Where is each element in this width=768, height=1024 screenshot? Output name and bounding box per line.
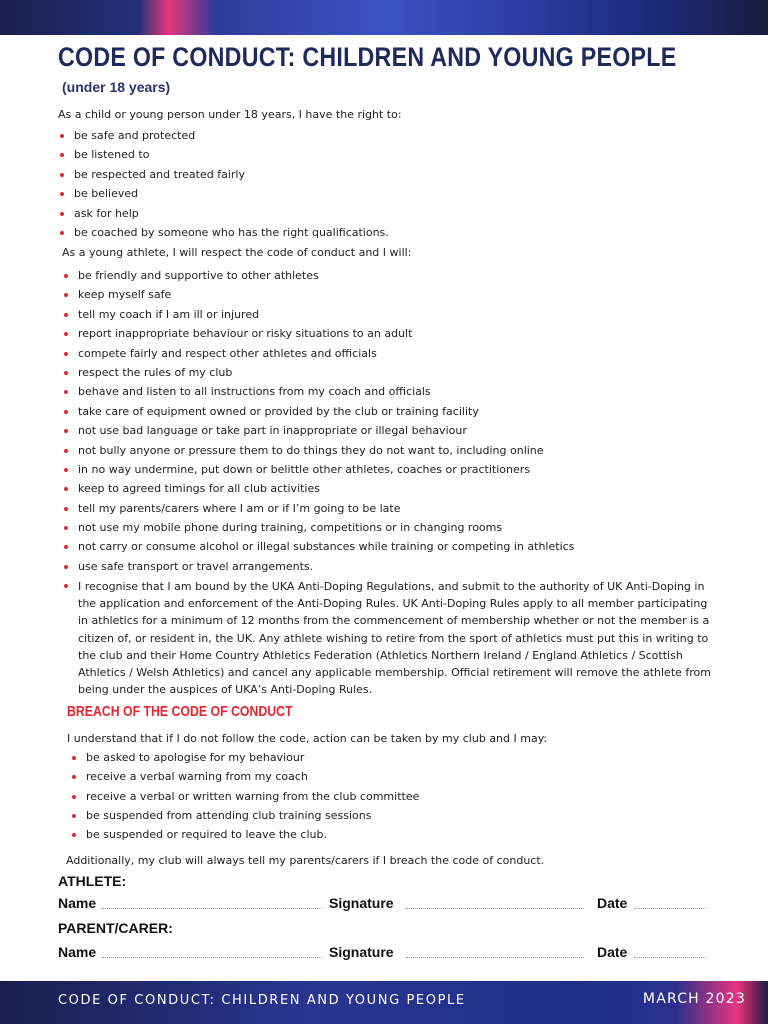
athlete-date-label: Date (597, 895, 628, 911)
athlete-signature-row (58, 895, 718, 915)
list-item: be listened to (58, 145, 389, 164)
footer-document-title: CODE OF CONDUCT: CHILDREN AND YOUNG PEOPLE (58, 993, 466, 1008)
list-item: keep myself safe (62, 285, 574, 304)
page-title: CODE OF CONDUCT: CHILDREN AND YOUNG PEOPLE (58, 42, 677, 72)
list-item: tell my coach if I am ill or injured (62, 305, 574, 324)
parent-carer-label: PARENT/CARER: (58, 920, 173, 936)
parent-name-field[interactable] (102, 957, 322, 958)
footer-date: MARCH 2023 (642, 991, 746, 1007)
athlete-signature-label: Signature (329, 895, 394, 911)
footer-banner (0, 981, 768, 1024)
breach-intro: I understand that if I do not follow the code, action can be taken by my club and I may: (67, 732, 548, 745)
breach-heading: BREACH OF THE CODE OF CONDUCT (67, 703, 293, 720)
parent-date-field[interactable] (634, 957, 706, 958)
list-item: keep to agreed timings for all club activities (62, 479, 574, 498)
top-banner (0, 0, 768, 35)
list-item: not carry or consume alcohol or illegal substances while training or competing in athletics (62, 537, 574, 556)
list-item: be suspended from attending club training sessions (70, 806, 419, 825)
list-item: be friendly and supportive to other athletes (62, 266, 574, 285)
parent-name-label: Name (58, 944, 97, 960)
list-item: tell my parents/carers where I am or if I’m going to be late (62, 499, 574, 518)
list-item: receive a verbal or written warning from the club committee (70, 787, 419, 806)
list-item: be suspended or required to leave the club. (70, 825, 419, 844)
list-item: be respected and treated fairly (58, 165, 389, 184)
breach-list (70, 748, 419, 844)
list-item: compete fairly and respect other athletes and officials (62, 344, 574, 363)
list-item: report inappropriate behaviour or risky situations to an adult (62, 324, 574, 343)
athlete-name-field[interactable] (102, 908, 322, 909)
rights-intro: As a child or young person under 18 years, I have the right to: (58, 108, 402, 121)
athlete-label: ATHLETE: (58, 873, 127, 889)
list-item: receive a verbal warning from my coach (70, 767, 419, 786)
athlete-date-field[interactable] (634, 908, 706, 909)
breach-closing: Additionally, my club will always tell my parents/carers if I breach the code of conduct. (66, 854, 545, 867)
page-subtitle: (under 18 years) (62, 79, 171, 95)
list-item: take care of equipment owned or provided by the club or training facility (62, 402, 574, 421)
parent-signature-field[interactable] (406, 957, 584, 958)
list-item: not use my mobile phone during training, competitions or in changing rooms (62, 518, 574, 537)
athlete-signature-field[interactable] (406, 908, 584, 909)
list-item: behave and listen to all instructions from my coach and officials (62, 382, 574, 401)
athlete-name-label: Name (58, 895, 97, 911)
list-item: not bully anyone or pressure them to do things they do not want to, including online (62, 441, 574, 460)
parent-signature-row (58, 944, 718, 964)
list-item: be believed (58, 184, 389, 203)
parent-signature-label: Signature (329, 944, 394, 960)
list-item: in no way undermine, put down or belittle other athletes, coaches or practitioners (62, 460, 574, 479)
conduct-intro: As a young athlete, I will respect the code of conduct and I will: (62, 246, 412, 259)
conduct-list (62, 266, 574, 576)
list-item: be safe and protected (58, 126, 389, 145)
parent-date-label: Date (597, 944, 628, 960)
list-item: use safe transport or travel arrangements. (62, 557, 574, 576)
list-item: not use bad language or take part in inappropriate or illegal behaviour (62, 421, 574, 440)
list-item: respect the rules of my club (62, 363, 574, 382)
list-item: be asked to apologise for my behaviour (70, 748, 419, 767)
list-item: ask for help (58, 204, 389, 223)
anti-doping-statement: I recognise that I am bound by the UKA Anti-Doping Regulations, and submit to the authority of UK Anti-Doping in the application and enforcement of the Anti-Doping Rules. UK Anti-Doping Rules apply to all member participating in athletics for a minimum of 12 months from the commencement of membership whether or not the member is a citizen of, or resident in, the UK. Any athlete wishing to retire from the sport of athletics must put this in writing to the club and their Home Country Athletics Federation (Athletics Northern Ireland / England Athletics / Scottish Athletics / Welsh Athletics) and cancel any applicable membership. Official retirement will remove the athlete from being under the auspices of UKA’s Anti-Doping Rules. (62, 578, 712, 698)
rights-list (58, 126, 389, 242)
list-item: be coached by someone who has the right qualifications. (58, 223, 389, 242)
